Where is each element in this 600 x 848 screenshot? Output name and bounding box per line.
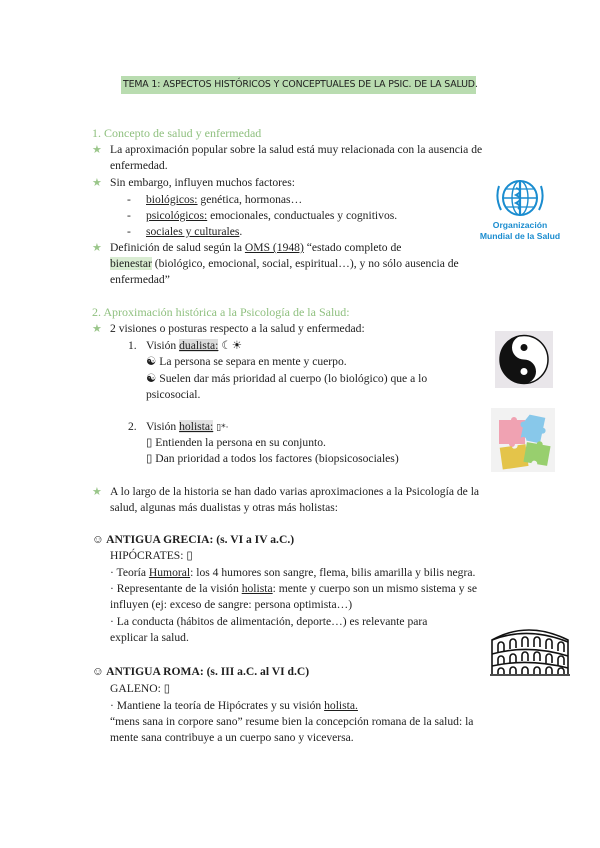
greece-line: · Teoría Humoral: los 4 humores son sangre, flema, bilis amarilla y bilis negra. [110,566,476,579]
greece-heading: ☺ ANTIGUA GRECIA: (s. VI a IV a.C.) [92,533,295,546]
holista-term: holista. [324,699,358,712]
rome-line: · Mantiene la teoría de Hipócrates y su visión holista. [110,699,358,712]
holista-term: holista [241,582,273,595]
bullet-text: bienestar (biológico, emocional, social, espiritual…), y no sólo ausencia de [110,257,459,270]
factor-item [146,192,302,209]
yin-yang-icon [495,331,553,388]
star-icon: ★ [92,323,102,335]
bullet-text: Sin embargo, influyen muchos factores: [110,176,295,189]
rome-author: GALENO: ▯ [110,682,171,695]
greece-line: · La conducta (hábitos de alimentación, deporte…) es relevante para [110,615,428,628]
who-logo [469,178,571,248]
bullet-text: enfermedad. [110,159,168,172]
factor-label: sociales y culturales [146,225,240,238]
factor-item [146,208,397,225]
dual-heading: Visión dualista: ☾☀ [146,339,243,352]
dual-point: ☯ La persona se separa en mente y cuerpo. [146,355,347,368]
factor-text: . [239,225,243,238]
bullet-text: Definición de salud según la OMS (1948) “estado completo de [110,241,402,254]
greece-line: influyen (ej: exceso de sangre: persona optimista…) [110,598,353,611]
who-emblem-icon [469,178,571,220]
who-logo-text [469,220,571,241]
rome-heading: ☺ ANTIGUA ROMA: (s. III a.C. al VI d.C) [92,665,310,678]
holist-point: ▯ Entienden la persona en su conjunto. [146,436,326,449]
bullet-text: enfermedad” [110,273,170,286]
factor-label: biológicos: [146,193,198,206]
dual-point: psicosocial. [146,388,201,401]
greece-line: explicar la salud. [110,631,189,644]
highlight: bienestar [110,257,152,270]
factor-text: emocionales, conductuales y cognitivos. [207,209,398,222]
bullet-text: A lo largo de la historia se han dado varias aproximaciones a la Psicología de la [110,485,480,498]
box-icon: ▯*· [213,423,229,433]
factor-text: genética, hormonas… [197,193,303,206]
page-title: TEMA 1: ASPECTOS HISTÓRICOS Y CONCEPTUALES DE LA PSIC. DE LA SALUD. [121,76,476,94]
list-number: 2. [128,420,137,433]
star-icon: ★ [92,486,102,498]
factor-label: psicológicos: [146,209,208,222]
factor-dash: - [127,209,131,222]
oms-link-text: OMS (1948) [244,241,304,254]
rome-line: mente sana contribuye a un cuerpo sano y viceversa. [110,731,354,744]
star-icon: ★ [92,242,102,254]
bullet-text: 2 visiones o posturas respecto a la salud y enfermedad: [110,322,365,335]
star-icon: ★ [92,144,102,156]
dual-point: ☯ Suelen dar más prioridad al cuerpo (lo biológico) que a lo [146,372,428,385]
highlight: holista: [179,420,214,433]
highlight: dualista: [179,339,219,352]
holist-heading: Visión holista: ▯*· [146,420,229,433]
factor-dash: - [127,225,131,238]
star-icon: ★ [92,177,102,189]
who-logo-line2: Mundial de la Salud [479,230,561,241]
factor-dash: - [127,193,131,206]
holist-point: ▯ Dan prioridad a todos los factores (biopsicosociales) [146,452,399,465]
factor-item [146,224,242,241]
section-2-heading: 2. Aproximación histórica a la Psicología de la Salud: [92,305,350,319]
greece-author: HIPÓCRATES: ▯ [110,549,193,562]
bullet-text: salud, algunas más dualistas y otras más holistas: [110,501,338,514]
who-logo-line1: Organización [492,220,548,230]
humoral-term: Humoral [148,566,191,579]
puzzle-icon [491,408,555,472]
bullet-text: La aproximación popular sobre la salud está muy relacionada con la ausencia de [110,143,483,156]
list-number: 1. [128,339,137,352]
colosseum-icon [488,620,572,678]
greece-line: · Representante de la visión holista: mente y cuerpo son un mismo sistema y se [110,582,478,595]
rome-line: “mens sana in corpore sano” resume bien la concepción romana de la salud: la [110,715,474,728]
moon-sun-icon: ☾☀ [218,339,243,352]
section-1-heading: 1. Concepto de salud y enfermedad [92,126,262,140]
